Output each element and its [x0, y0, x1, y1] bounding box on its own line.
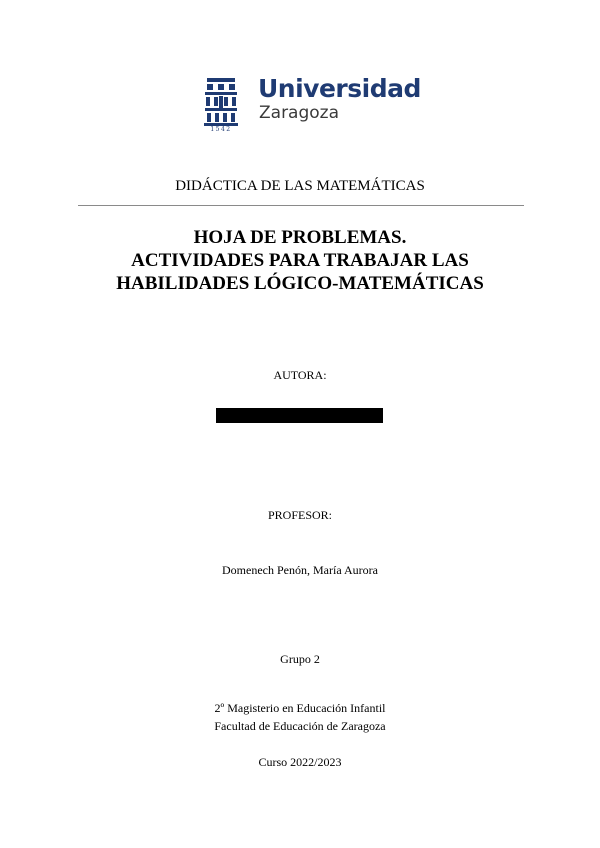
author-name-redaction — [216, 408, 383, 423]
logo-university-name: Universidad — [258, 74, 421, 103]
subject-heading: DIDÁCTICA DE LAS MATEMÁTICAS — [175, 178, 425, 194]
logo-year: 1542 — [210, 126, 232, 133]
professor-label: PROFESOR: — [267, 508, 333, 522]
course-text: Curso 2022/2023 — [258, 755, 342, 769]
horizontal-divider — [78, 205, 524, 206]
group-text: Grupo 2 — [280, 652, 320, 666]
title-line-1: HOJA DE PROBLEMAS. — [193, 227, 407, 248]
university-logo — [203, 74, 421, 138]
title-line-3: HABILIDADES LÓGICO-MATEMÁTICAS — [116, 273, 484, 294]
degree-text: 2º Magisterio en Educación Infantil — [214, 701, 386, 715]
professor-name: Domenech Penón, María Aurora — [222, 563, 378, 577]
author-label: AUTORA: — [273, 368, 327, 382]
logo-city-name: Zaragoza — [259, 103, 340, 123]
faculty-text: Facultad de Educación de Zaragoza — [214, 719, 386, 733]
document-title — [0, 226, 600, 295]
title-line-2: ACTIVIDADES PARA TRABAJAR LAS — [131, 250, 469, 271]
